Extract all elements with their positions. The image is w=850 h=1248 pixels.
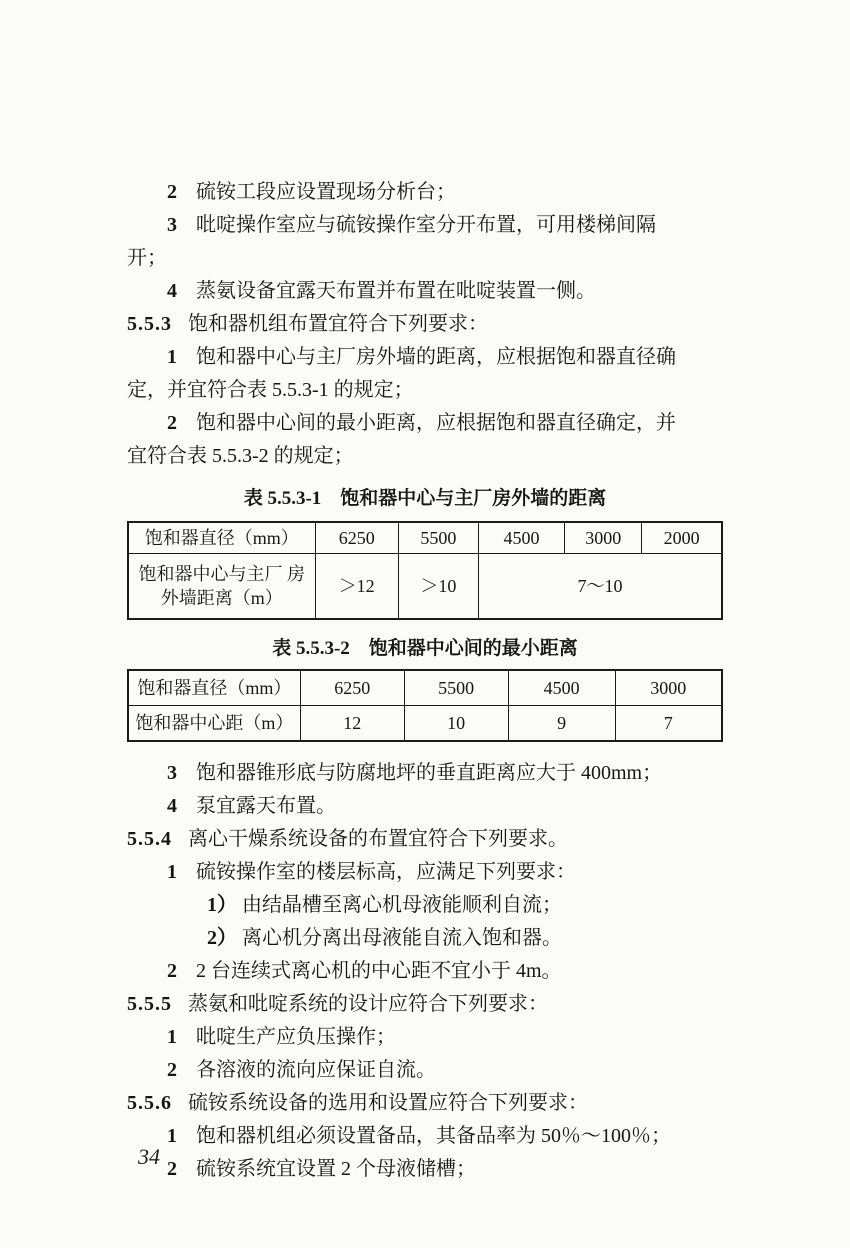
list-item [127, 1021, 689, 1054]
list-item [127, 341, 689, 407]
clause-heading [127, 988, 689, 1021]
item-text: 蒸氨设备宜露天布置并布置在吡啶装置一侧。 [196, 280, 596, 302]
item-number: 2 [167, 960, 177, 982]
clause-heading [127, 823, 689, 856]
header-cell: 6250 [300, 670, 404, 706]
table-saturator-wall-distance [127, 521, 723, 620]
item-number: 3 [167, 214, 177, 236]
list-item [127, 955, 689, 988]
item-text: 饱和器中心与主厂房外墙的距离，应根据饱和器直径确定，并宜符合表 5.5.3-1 的规定； [127, 346, 676, 401]
item-number: 3 [167, 762, 177, 784]
value-cell: 12 [300, 706, 404, 742]
clause-text: 离心干燥系统设备的布置宜符合下列要求。 [188, 828, 568, 850]
header-cell: 4500 [478, 522, 564, 554]
list-item [127, 757, 689, 790]
table-caption: 表 5.5.3-1 饱和器中心与主厂房外墙的距离 [243, 488, 607, 509]
list-item [127, 1153, 689, 1186]
list-item [127, 1054, 689, 1087]
list-item [127, 856, 689, 889]
item-text: 2 台连续式离心机的中心距不宜小于 4m。 [196, 960, 562, 982]
clause-text: 蒸氨和吡啶系统的设计应符合下列要求： [188, 993, 548, 1015]
list-item [127, 209, 689, 275]
row-label-cell: 饱和器中心与主厂 房外墙距离（m） [128, 554, 315, 620]
value-cell: 9 [508, 706, 615, 742]
item-text: 吡啶操作室应与硫铵操作室分开布置，可用楼梯间隔开； [127, 214, 656, 269]
clause-heading [127, 1087, 689, 1120]
header-cell: 2000 [642, 522, 722, 554]
header-cell: 5500 [398, 522, 478, 554]
clause-number: 5.5.5 [127, 993, 172, 1015]
item-text: 各溶液的流向应保证自流。 [196, 1059, 436, 1081]
item-text: 离心机分离出母液能自流入饱和器。 [242, 927, 562, 949]
value-cell: ＞10 [398, 554, 478, 620]
table-row [128, 522, 722, 554]
table-saturator-center-distance [127, 669, 723, 742]
table-row [128, 670, 722, 706]
row-label-cell: 饱和器直径（mm） [128, 670, 300, 706]
page-content [127, 176, 727, 1186]
row-label-cell: 饱和器中心距（m） [128, 706, 300, 742]
list-item [127, 407, 689, 473]
list-item [127, 176, 689, 209]
table-caption: 表 5.5.3-2 饱和器中心间的最小距离 [272, 638, 578, 659]
row-label-cell: 饱和器直径（mm） [128, 522, 315, 554]
item-number: 2 [167, 412, 177, 434]
header-cell: 3000 [615, 670, 722, 706]
header-cell: 6250 [315, 522, 398, 554]
list-item [127, 1120, 689, 1153]
sub-list-item [127, 922, 689, 955]
item-text: 饱和器中心间的最小距离，应根据饱和器直径确定，并宜符合表 5.5.3-2 的规定； [127, 412, 676, 467]
clause-text: 硫铵系统设备的选用和设置应符合下列要求： [188, 1092, 588, 1114]
item-number: 2 [167, 181, 177, 203]
item-text: 饱和器机组必须设置备品，其备品率为 50％～100％； [196, 1125, 671, 1147]
header-cell: 3000 [565, 522, 642, 554]
item-text: 饱和器锥形底与防腐地坪的垂直距离应大于 400mm； [196, 762, 663, 784]
value-cell: 7 [615, 706, 722, 742]
item-number: 1 [167, 861, 177, 883]
item-text: 由结晶槽至离心机母液能顺利自流； [242, 894, 562, 916]
item-number: 4 [167, 280, 177, 302]
item-number: 2 [167, 1158, 177, 1180]
table-row [128, 554, 722, 620]
clause-number: 5.5.3 [127, 313, 172, 335]
clause-number: 5.5.4 [127, 828, 172, 850]
item-number: 1 [167, 1125, 177, 1147]
sub-list-item [127, 889, 689, 922]
item-number: 1 [167, 1026, 177, 1048]
table-row [128, 706, 722, 742]
item-text: 硫铵操作室的楼层标高，应满足下列要求： [196, 861, 576, 883]
item-text: 硫铵工段应设置现场分析台； [196, 181, 456, 203]
item-number: 4 [167, 795, 177, 817]
item-text: 吡啶生产应负压操作； [196, 1026, 396, 1048]
clause-text: 饱和器机组布置宜符合下列要求： [188, 313, 488, 335]
item-text: 硫铵系统宜设置 2 个母液储槽； [196, 1158, 476, 1180]
page-number: 34 [138, 1144, 160, 1169]
value-cell: 10 [404, 706, 508, 742]
sub-item-number: 1） [207, 894, 237, 916]
list-item [127, 275, 689, 308]
sub-item-number: 2） [207, 927, 237, 949]
header-cell: 5500 [404, 670, 508, 706]
list-item [127, 790, 689, 823]
merged-value-cell: 7～10 [478, 554, 722, 620]
item-number: 1 [167, 346, 177, 368]
clause-number: 5.5.6 [127, 1092, 172, 1114]
clause-heading [127, 308, 689, 341]
item-number: 2 [167, 1059, 177, 1081]
header-cell: 4500 [508, 670, 615, 706]
item-text: 泵宜露天布置。 [196, 795, 336, 817]
value-cell: ＞12 [315, 554, 398, 620]
